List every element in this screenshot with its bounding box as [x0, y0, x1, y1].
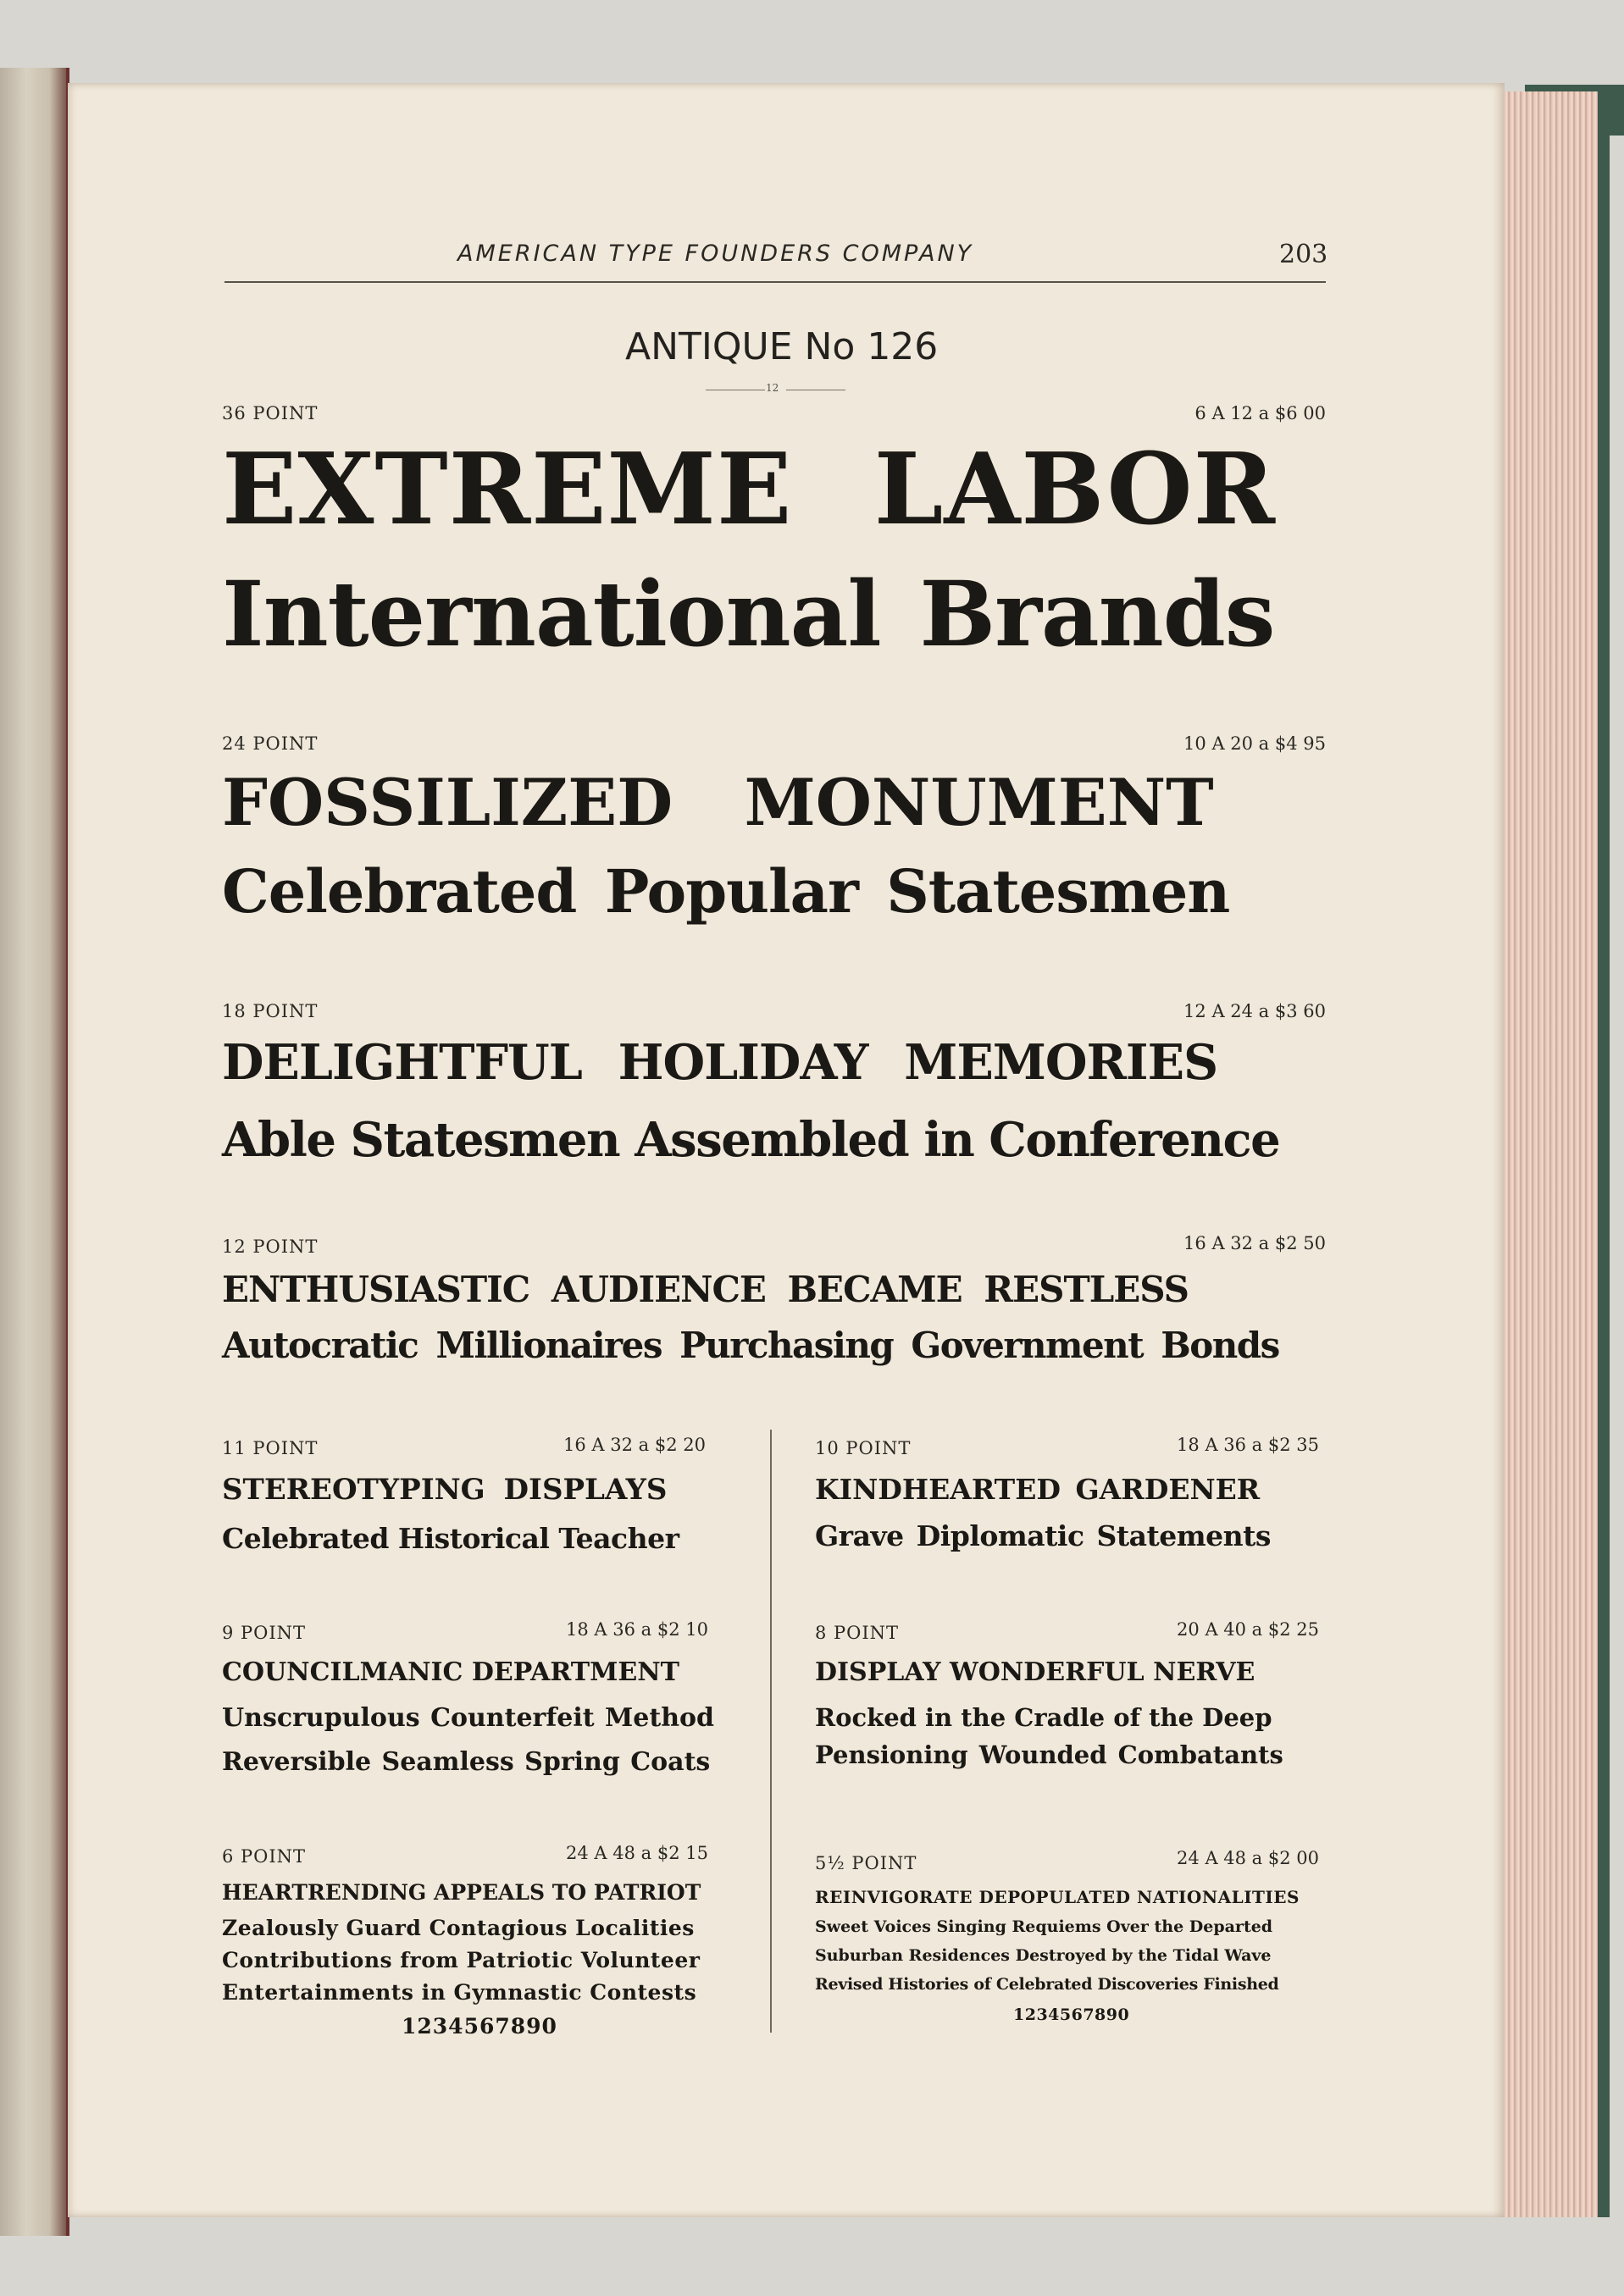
specimen-36-caps: EXTREME LABOR — [222, 432, 1276, 547]
specimen-9-caps: COUNCILMANIC DEPARTMENT — [222, 1657, 679, 1687]
size-label-9: 9 POINT — [222, 1623, 307, 1643]
size-label-6: 6 POINT — [222, 1846, 307, 1867]
specimen-8-line3: Pensioning Wounded Combatants — [815, 1740, 1283, 1769]
size-label-10: 10 POINT — [815, 1438, 912, 1458]
specimen-11-lower: Celebrated Historical Teacher — [222, 1522, 679, 1555]
specimen-5-half-line2: Sweet Voices Singing Requiems Over the Departed — [815, 1917, 1273, 1936]
specimen-24-caps: FOSSILIZED MONUMENT — [222, 765, 1214, 840]
specimen-18-caps: DELIGHTFUL HOLIDAY MEMORIES — [222, 1034, 1218, 1091]
price-label-5-half: 24 A 48 a $2 00 — [1177, 1848, 1319, 1868]
size-label-18: 18 POINT — [222, 1001, 319, 1021]
specimen-6-line4: Entertainments in Gymnastic Contests — [222, 1980, 697, 2005]
size-label-36: 36 POINT — [222, 403, 319, 423]
title-rule-mark: 12 — [766, 382, 779, 394]
specimen-6-line3: Contributions from Patriotic Volunteer — [222, 1948, 701, 1972]
specimen-5-half-caps: REINVIGORATE DEPOPULATED NATIONALITIES — [815, 1887, 1300, 1907]
specimen-8-line2: Rocked in the Cradle of the Deep — [815, 1703, 1272, 1732]
size-label-24: 24 POINT — [222, 733, 319, 754]
specimen-6-line2: Zealously Guard Contagious Localities — [222, 1916, 695, 1940]
size-label-12: 12 POINT — [222, 1237, 319, 1257]
specimen-9-line3: Reversible Seamless Spring Coats — [222, 1747, 711, 1777]
specimen-8-caps: DISPLAY WONDERFUL NERVE — [815, 1657, 1255, 1687]
price-label-18: 12 A 24 a $3 60 — [1183, 1001, 1326, 1021]
left-page-edge — [0, 68, 69, 2236]
size-label-8: 8 POINT — [815, 1623, 900, 1643]
price-label-36: 6 A 12 a $6 00 — [1194, 403, 1326, 423]
specimen-5-half-line3: Suburban Residences Destroyed by the Tidal Wave — [815, 1946, 1272, 1965]
specimen-5-half-line4: Revised Histories of Celebrated Discoveries Finished — [815, 1975, 1279, 1994]
specimen-10-caps: KINDHEARTED GARDENER — [815, 1473, 1261, 1506]
running-head: AMERICAN TYPE FOUNDERS COMPANY — [457, 241, 974, 267]
size-label-11: 11 POINT — [222, 1438, 319, 1458]
specimen-36-lower: International Brands — [222, 561, 1275, 667]
specimen-18-lower: Able Statesmen Assembled in Conference — [222, 1112, 1280, 1168]
price-label-8: 20 A 40 a $2 25 — [1177, 1619, 1319, 1640]
specimen-9-line2: Unscrupulous Counterfeit Method — [222, 1703, 714, 1733]
specimen-12-caps: ENTHUSIASTIC AUDIENCE BECAME RESTLESS — [222, 1269, 1189, 1310]
typeface-title: ANTIQUE No 126 — [625, 325, 939, 368]
specimen-11-caps: STEREOTYPING DISPLAYS — [222, 1473, 668, 1507]
price-label-12: 16 A 32 a $2 50 — [1183, 1233, 1326, 1253]
page-edges — [1505, 91, 1610, 2217]
column-divider — [770, 1430, 772, 2033]
specimen-12-lower: Autocratic Millionaires Purchasing Government Bonds — [222, 1325, 1279, 1366]
specimen-10-lower: Grave Diplomatic Statements — [815, 1519, 1271, 1552]
specimen-6-caps: HEARTRENDING APPEALS TO PATRIOT — [222, 1880, 701, 1905]
size-label-5-half: 5½ POINT — [815, 1853, 917, 1873]
price-label-24: 10 A 20 a $4 95 — [1183, 733, 1326, 754]
price-label-9: 18 A 36 a $2 10 — [566, 1619, 708, 1640]
specimen-24-lower: Celebrated Popular Statesmen — [222, 856, 1230, 927]
price-label-6: 24 A 48 a $2 15 — [566, 1843, 708, 1863]
price-label-11: 16 A 32 a $2 20 — [563, 1435, 706, 1455]
price-label-10: 18 A 36 a $2 35 — [1177, 1435, 1319, 1455]
specimen-5-half-figures: 1234567890 — [1013, 2006, 1130, 2024]
specimen-6-figures: 1234567890 — [402, 2014, 557, 2039]
page-number: 203 — [1279, 240, 1328, 269]
header-rule — [224, 281, 1326, 283]
